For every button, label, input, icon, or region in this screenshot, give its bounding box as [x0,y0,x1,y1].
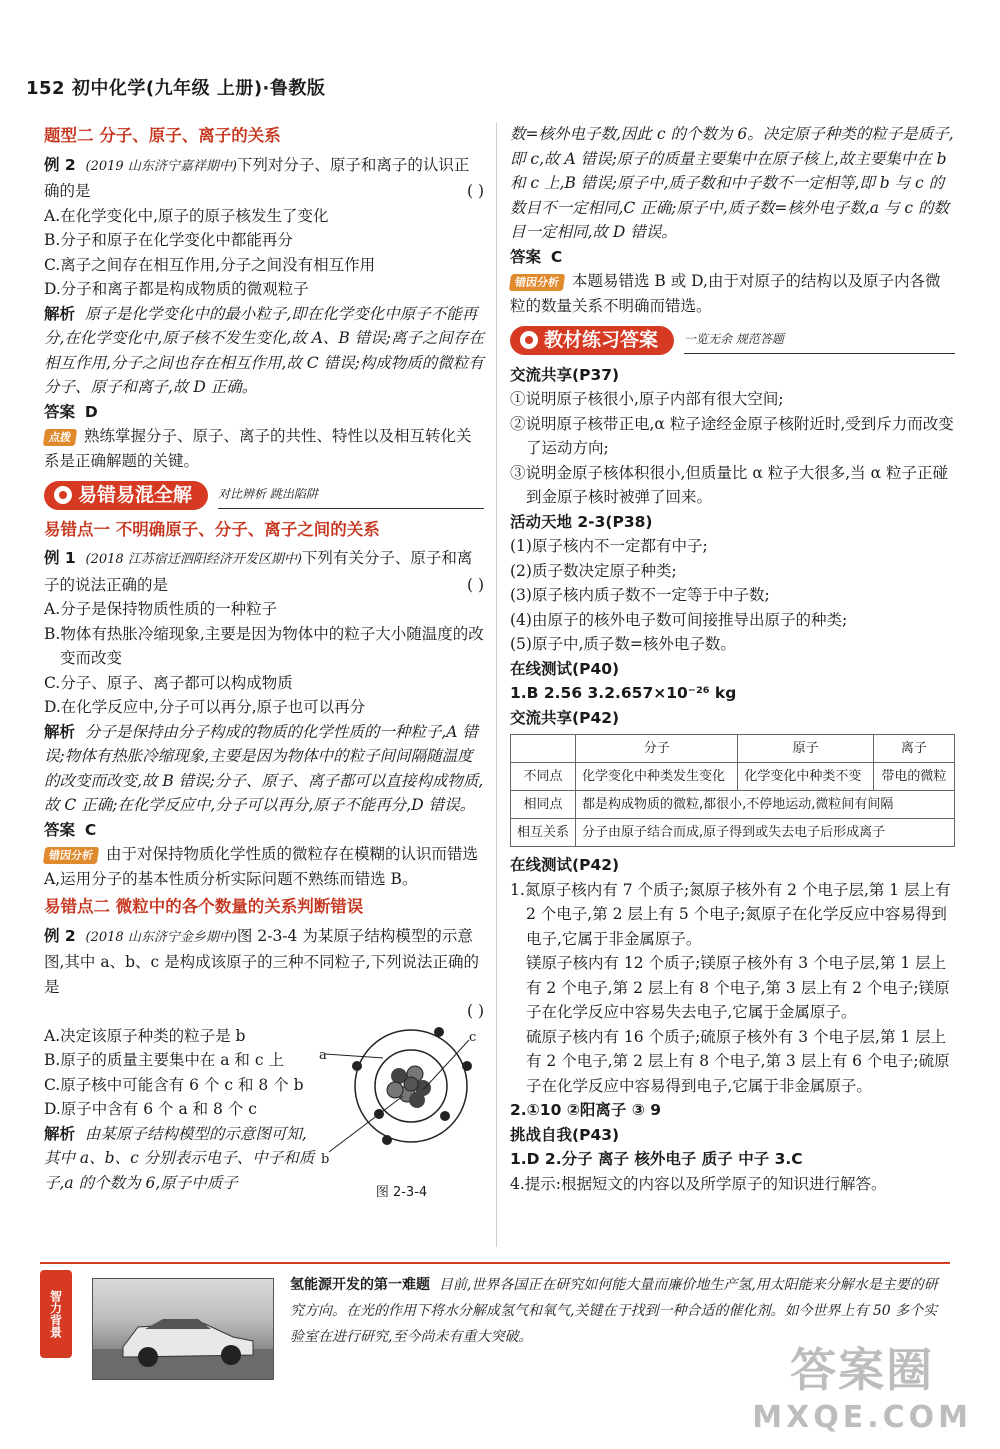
banner-subtitle: 对比辨析 跳出陷阱 [218,482,484,510]
table-header: 原子 [738,735,873,763]
banner-subtitle: 一览无余 规范答题 [684,327,955,355]
answer-paren: ( ) [466,182,484,200]
error-cause-tag: 错因分析 [509,274,565,291]
watermark-text: 答案圈 [790,1343,935,1397]
answer-item: 镁原子核内有 12 个质子;镁原子核外有 3 个电子层,第 1 层上有 2 个电子,第 2 层上有 8 个电子,第 3 层上有 2 个电子;镁原子在化学反应中容易失去电子,它属于金属原子。 [526,954,950,1021]
list-item: (4)由原子的核外电子数可间接推导出原子的种类; [510,610,848,629]
answer-line [510,245,955,270]
answer-item: 4.提示:根据短文的内容以及所学原子的知识进行解答。 [510,1174,887,1193]
table-row-header: 相互关系 [511,819,576,847]
answer-paren: ( ) [466,575,484,594]
list-item: (2)质子数决定原子种类; [510,561,677,580]
error-cause [510,269,955,318]
column-divider [496,122,497,1247]
error-point-title: 易错点一 不明确原子、分子、离子之间的关系 [44,519,380,539]
tip [44,424,484,473]
analysis-text: 分子是保持由分子构成的物质的化学性质的一种粒子,A 错误;物体有热胀冷缩现象,主要是因为物体中的粒子间间隔随温度的改变而改变,故 B 错误;分子、原子、离子都可以直接构成物质,故 C 正确;在化学反应中,分子可以再分,原子不能再分,D 错误。 [44,722,484,814]
analysis-label: 解析 [44,1124,76,1143]
table-cell: 化学变化中种类发生变化 [576,763,738,791]
example-2b [44,924,484,1000]
tip-tag: 点拨 [43,429,77,446]
option: C.离子之间存在相互作用,分子之间没有相互作用 [44,255,376,274]
section-title: 题型二 分子、原子、离子的关系 [44,126,281,145]
answers-line: 1.B 2.56 3.2.657×10⁻²⁶ kg [510,684,737,702]
subsection-title: 活动天地 2-3(P38) [510,512,653,531]
table-row [511,763,955,791]
example-stem: 下列有关分子、原子和离子的说法正确的是 [44,549,473,594]
label-b: b [321,1151,330,1167]
list-item: (3)原子核内质子数不一定等于中子数; [510,586,770,604]
analysis-continued: 数=核外电子数,因此 c 的个数为 6。决定原子种类的粒子是质子,即 c,故 A 错误;原子的质量主要集中在原子核上,故主要集中在 b 和 c 上,B 错误;原子中,质子数和中子数不一定相等,即 b 与 c 的数目不一定相同,C 正确;原子中,质子数=核外电子数,a 与 c 的数目一定相同,故 D 错误。 [510,125,954,241]
option: B.分子和原子在化学变化中都能再分 [44,231,293,249]
section-banner [510,326,955,355]
banner-icon [520,331,538,349]
banner-icon [54,486,72,504]
option: C.原子核中可能含有 6 个 c 和 8 个 b [44,1075,304,1094]
analysis [44,302,484,400]
answer-item: 1.D 2.分子 离子 核外电子 质子 中子 3.C [510,1150,803,1168]
answer-value: C [550,247,563,266]
label-a: a [319,1047,327,1063]
section-banner [44,481,484,510]
option: A.决定该原子种类的粒子是 b [44,1026,246,1045]
subsection-title: 在线测试(P40) [510,659,620,678]
comparison-table [510,734,955,847]
example-label: 例 2 [44,926,76,945]
answer-item: 硫原子核内有 16 个质子;硫原子核外有 3 个电子层,第 1 层上有 2 个电子,第 2 层上有 8 个电子,第 3 层上有 6 个电子;硫原子在化学反应中容易得到电子,它属于非金属原子。 [526,1027,950,1095]
car-photo [92,1278,274,1380]
example-source: (2018 江苏宿迁泗阳经济开发区期中) [85,552,302,567]
table-cell: 化学变化中种类不变 [738,763,873,791]
option: A.在化学变化中,原子的原子核发生了变化 [44,206,329,225]
left-column [44,122,484,1200]
example-stem: 下列对分子、原子和离子的认识正确的是 [44,155,470,200]
page-header: 152 初中化学(九年级 上册)·鲁教版 [26,78,326,99]
table-cell [511,735,576,763]
label-c: c [469,1029,477,1045]
answer-label: 答案 [510,247,542,266]
subsection-title: 在线测试(P42) [510,856,620,874]
error-cause-text: 本题易错选 B 或 D,由于对原子的结构以及原子内各微粒的数量关系不明确而错选。 [510,272,941,315]
tip-text: 熟练掌握分子、原子、离子的共性、特性以及相互转化关系是正确解题的关键。 [44,427,472,470]
analysis [44,720,484,818]
analysis-text: 原子是化学变化中的最小粒子,即在化学变化中原子不能再分,在化学变化中,原子核不发生变化,故 A、B 错误;离子之间存在相互作用,分子之间也存在相互作用,故 C 错误;构成物质的微粒有分子、原子和离子,故 D 正确。 [44,304,484,396]
atom-model-diagram [319,1024,484,1174]
table-header: 离子 [873,735,954,763]
option: D.分子和离子都是构成物质的微观粒子 [44,280,309,298]
example-label: 例 2 [44,155,76,174]
list-item: (1)原子核内不一定都有中子; [510,537,708,555]
example-2 [44,153,484,204]
table-cell: 分子由原子结合而成,原子得到或失去电子后形成离子 [576,819,955,847]
answer-paren: ( ) [466,1002,484,1020]
answer-label: 答案 [44,402,76,421]
table-row-header: 相同点 [511,791,576,819]
side-tab: 智力背景 [40,1270,72,1358]
atom-figure [319,1024,484,1200]
error-cause-text: 由于对保持物质化学性质的微粒存在模糊的认识而错选 A,运用分子的基本性质分析实际问题不熟练而错选 B。 [44,845,479,888]
answer-line [44,400,484,425]
car-image [93,1279,273,1379]
answer-value: C [84,820,97,839]
option: A.分子是保持物质性质的一种粒子 [44,600,278,618]
table-cell: 都是构成物质的微粒,都很小,不停地运动,微粒间有间隔 [576,791,955,819]
table-cell: 带电的微粒 [873,763,954,791]
option: B.物体有热胀冷缩现象,主要是因为物体中的粒子大小随温度的改变而改变 [44,624,484,667]
list-item: ③说明金原子核体积很小,但质量比 α 粒子大很多,当 α 粒子正碰到金原子核时被弹了回来。 [510,463,948,506]
table-row-header: 不同点 [511,763,576,791]
analysis-label: 解析 [44,722,76,741]
analysis-label: 解析 [44,304,76,323]
example-source: (2018 山东济宁金乡期中) [85,929,237,945]
answer-item: 1.氮原子核内有 7 个质子;氮原子核外有 2 个电子层,第 1 层上有 2 个电子,第 2 层上有 5 个电子;氮原子在化学反应中容易得到电子,它属于非金属原子。 [510,880,951,948]
table-row [511,791,955,819]
example-stem: 图 2-3-4 为某原子结构模型的示意图,其中 a、b、c 是构成该原子的三种不同粒子,下列说法正确的是 [44,926,480,996]
answer-item: 2.①10 ②阳离子 ③ 9 [510,1101,662,1119]
error-point-title: 易错点二 微粒中的各个数量的关系判断错误 [44,897,364,916]
example-1 [44,546,484,597]
analysis [44,1122,319,1196]
banner-title: 易错易混全解 [78,484,193,506]
watermark-logo [752,1334,972,1435]
banner-title: 教材练习答案 [544,329,659,351]
example-source: (2019 山东济宁嘉祥期中) [85,158,237,174]
option: B.原子的质量主要集中在 a 和 c 上 [44,1051,284,1069]
table-header-row [511,735,955,763]
table-header: 分子 [576,735,738,763]
answer-line [44,818,484,843]
right-column [510,122,955,1196]
answer-value: D [84,402,98,421]
error-cause [44,842,484,891]
error-cause-tag: 错因分析 [43,847,99,864]
background-title: 氢能源开发的第一难题 [290,1277,430,1293]
watermark-url: MXQE.COM [752,1400,972,1435]
subsection-title: 交流共享(P42) [510,708,620,727]
list-item: ②说明原子核带正电,α 粒子途经金原子核附近时,受到斥力而改变了运动方向; [510,414,954,457]
option: D.在化学反应中,分子可以再分,原子也可以再分 [44,698,366,716]
option: C.分子、原子、离子都可以构成物质 [44,673,293,692]
subsection-title: 交流共享(P37) [510,365,620,384]
list-item: ①说明原子核很小,原子内部有很大空间; [510,390,784,408]
list-item: (5)原子中,质子数=核外电子数。 [510,635,736,653]
analysis-text: 由某原子结构模型的示意图可知,其中 a、b、c 分别表示电子、中子和质子,a 的个数为 6,原子中质子 [44,1124,315,1192]
figure-caption: 图 2-3-4 [375,1185,428,1200]
background-body: 目前,世界各国正在研究如何能大量而廉价地生产氢,用太阳能来分解水是主要的研究方向。在光的作用下将水分解成氢气和氧气,关键在于找到一种合适的催化剂。如今世界上有 50 多个实验室在进行研究,至今尚未有重大突破。 [290,1277,938,1345]
table-row [511,819,955,847]
subsection-title: 挑战自我(P43) [510,1125,620,1144]
answer-label: 答案 [44,820,76,839]
example-label: 例 1 [44,549,76,567]
option: D.原子中含有 6 个 a 和 8 个 c [44,1100,257,1118]
